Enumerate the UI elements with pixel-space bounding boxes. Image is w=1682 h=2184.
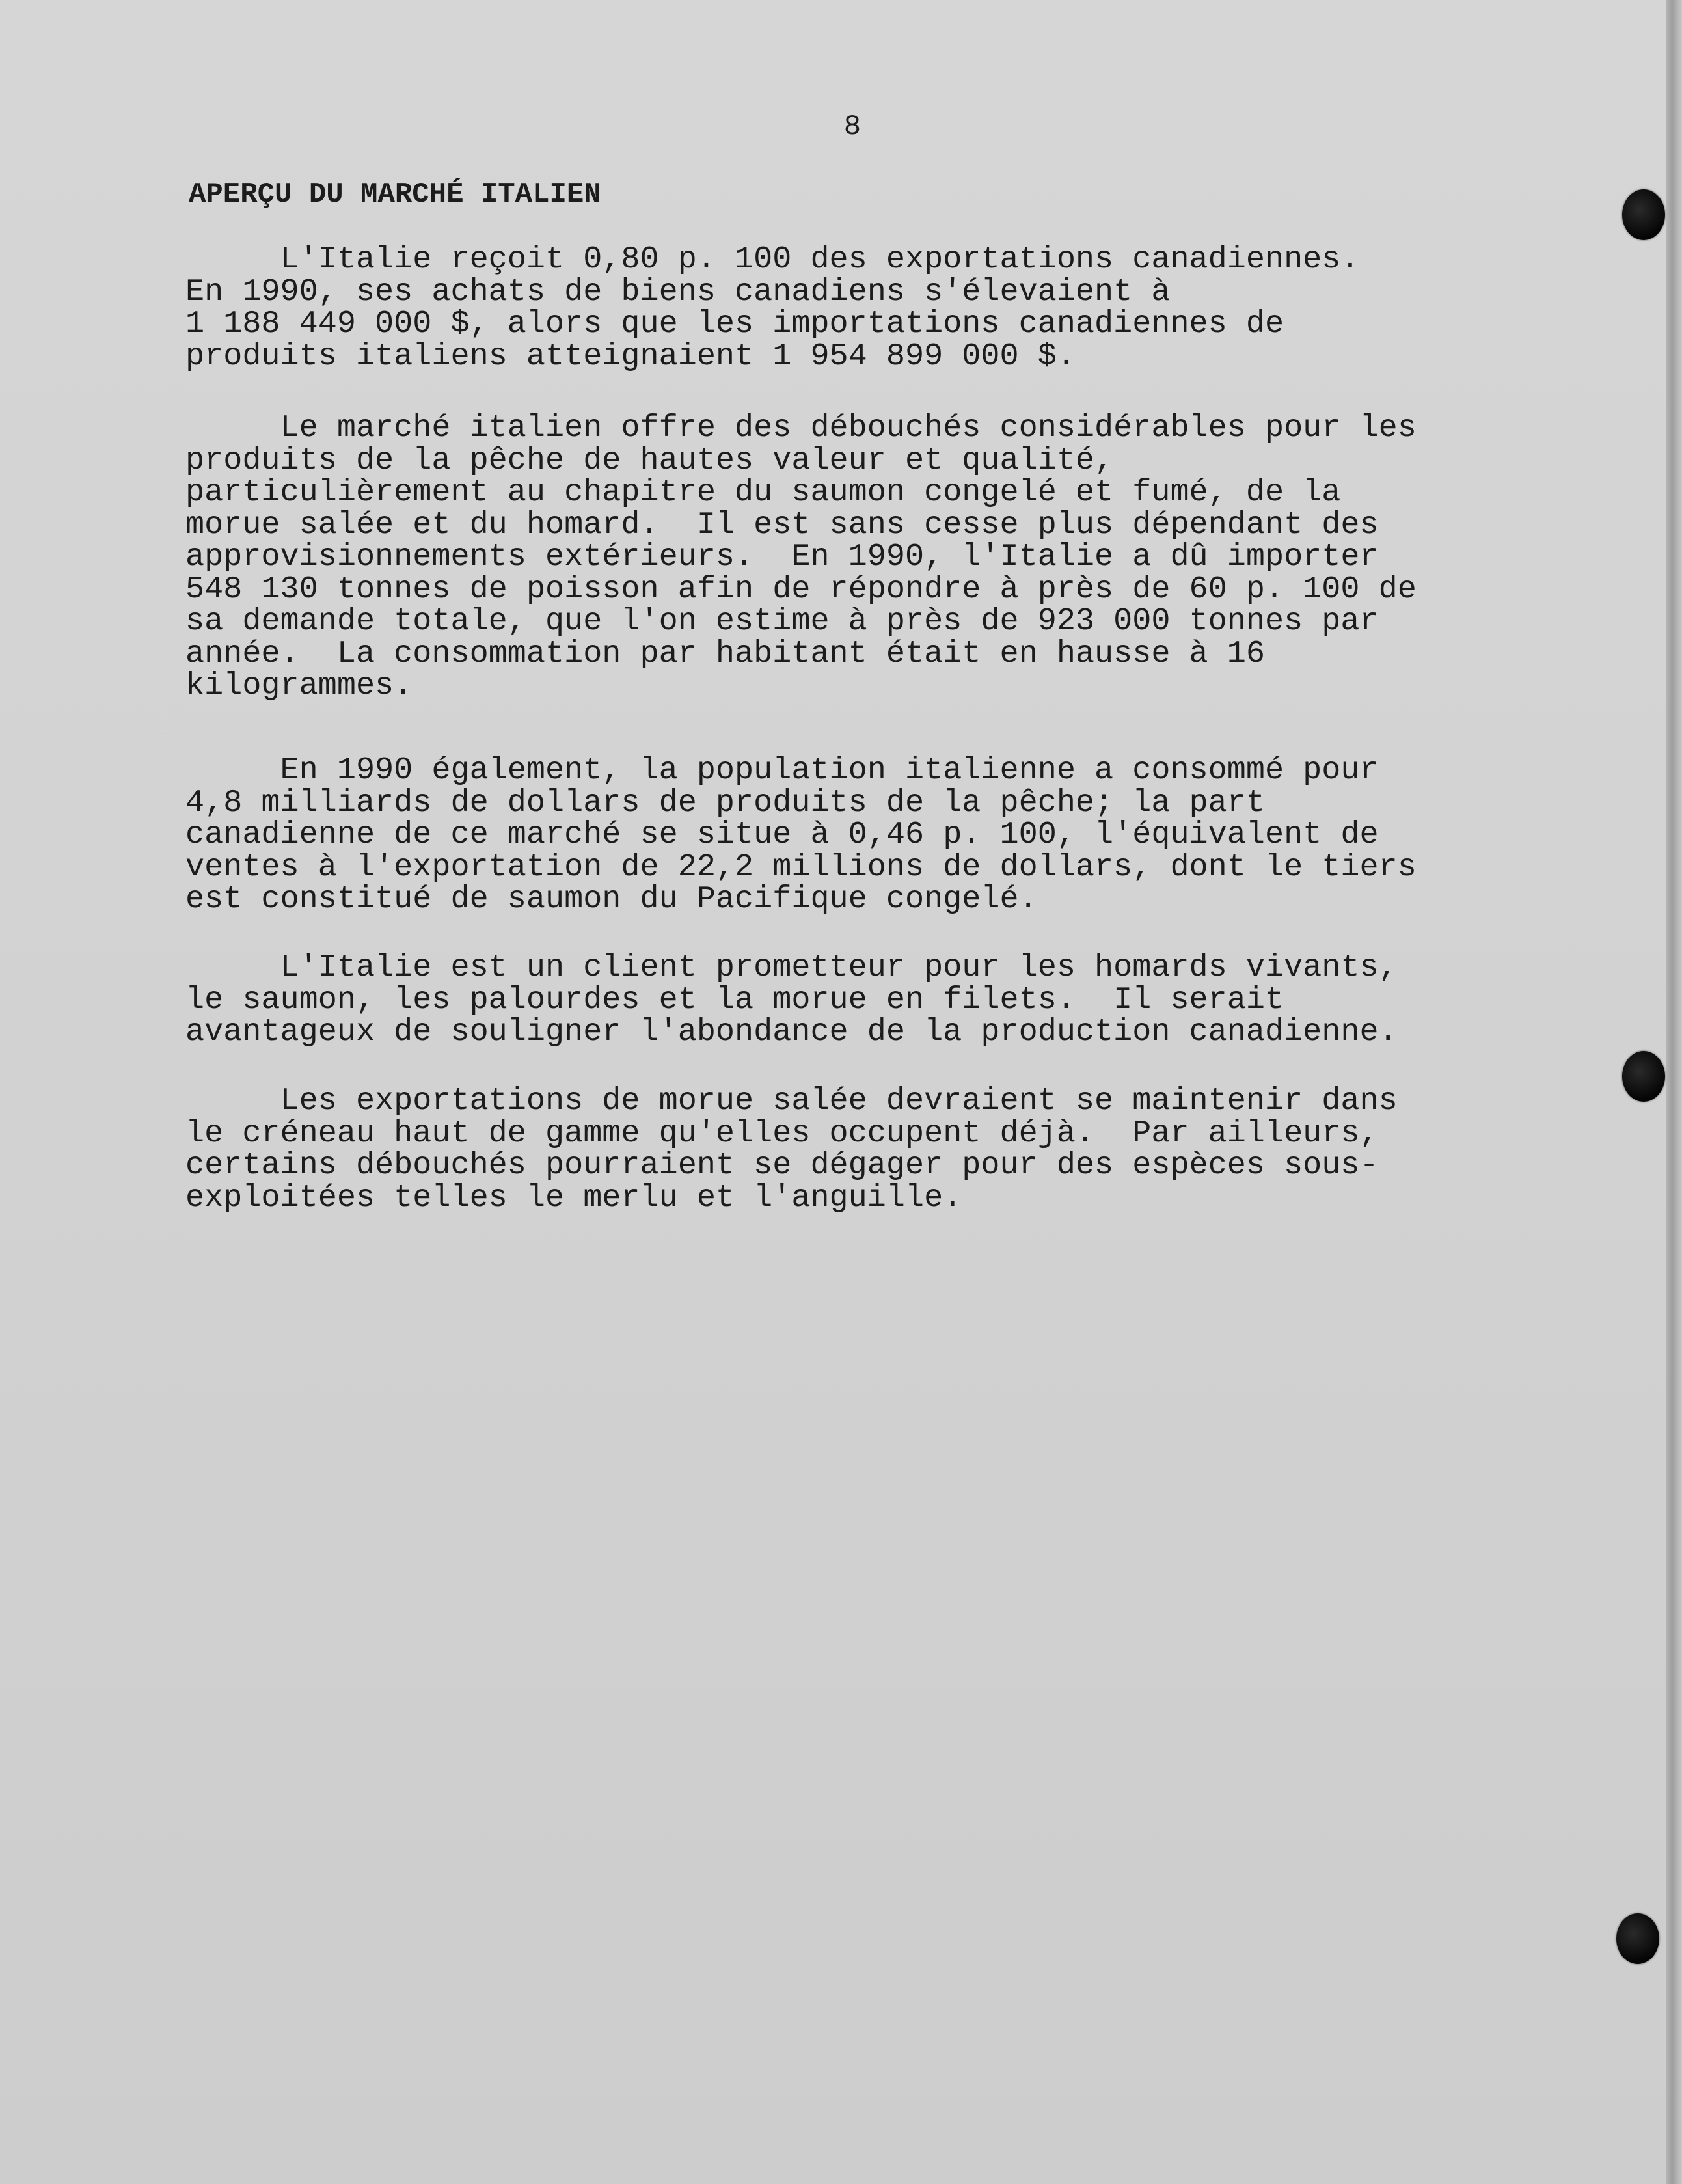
text-line: canadienne de ce marché se situe à 0,46 p. 100, l'équivalent de — [185, 817, 1379, 853]
text-line: produits de la pêche de hautes valeur et qualité, — [185, 442, 1114, 478]
text-line: Les exportations de morue salée devraient se maintenir dans — [185, 1083, 1398, 1119]
text-line: année. La consommation par habitant était en hausse à 16 — [185, 635, 1265, 672]
binder-hole — [1622, 189, 1665, 240]
text-line: L'Italie reçoit 0,80 p. 100 des exportations canadiennes. — [185, 241, 1360, 277]
text-line: 1 188 449 000 $, alors que les importations canadiennes de — [185, 306, 1284, 342]
text-line: particulièrement au chapitre du saumon congelé et fumé, de la — [185, 474, 1341, 510]
text-line: Le marché italien offre des débouchés considérables pour les — [185, 410, 1417, 446]
text-line: exploitées telles le merlu et l'anguille. — [185, 1179, 962, 1216]
text-line: approvisionnements extérieurs. En 1990, l'Italie a dû importer — [185, 539, 1379, 575]
text-line: avantageux de souligner l'abondance de la production canadienne. — [185, 1014, 1398, 1050]
text-line: kilogrammes. — [185, 668, 413, 703]
text-line: morue salée et du homard. Il est sans cesse plus dépendant des — [185, 506, 1379, 543]
paragraph — [185, 1085, 1552, 1214]
text-line: L'Italie est un client prometteur pour les homards vivants, — [185, 949, 1398, 985]
text-line: le saumon, les palourdes et la morue en filets. Il serait — [185, 981, 1284, 1018]
section-heading: APERÇU DU MARCHÉ ITALIEN — [189, 178, 601, 211]
text-line: 548 130 tonnes de poisson afin de répondre à près de 60 p. 100 de — [185, 571, 1417, 607]
paragraph — [185, 951, 1552, 1048]
text-line: En 1990, ses achats de biens canadiens s'élevaient à — [185, 273, 1171, 310]
text-line: sa demande totale, que l'on estime à près de 923 000 tonnes par — [185, 603, 1379, 639]
text-line: 4,8 milliards de dollars de produits de la pêche; la part — [185, 784, 1265, 821]
text-line: le créneau haut de gamme qu'elles occupent déjà. Par ailleurs, — [185, 1115, 1379, 1151]
page-edge — [1666, 0, 1682, 2184]
text-line: produits italiens atteignaient 1 954 899 000 $. — [185, 338, 1076, 374]
binder-hole — [1622, 1051, 1665, 1102]
text-line: ventes à l'exportation de 22,2 millions de dollars, dont le tiers — [185, 849, 1417, 885]
text-line: est constitué de saumon du Pacifique congelé. — [185, 881, 1038, 917]
paragraph — [185, 243, 1552, 372]
binder-hole — [1616, 1913, 1659, 1964]
paragraph — [185, 412, 1552, 702]
text-line: En 1990 également, la population italienne a consommé pour — [185, 752, 1379, 788]
page-number: 8 — [843, 111, 861, 143]
paragraph — [185, 754, 1552, 916]
text-line: certains débouchés pourraient se dégager pour des espèces sous- — [185, 1147, 1379, 1183]
